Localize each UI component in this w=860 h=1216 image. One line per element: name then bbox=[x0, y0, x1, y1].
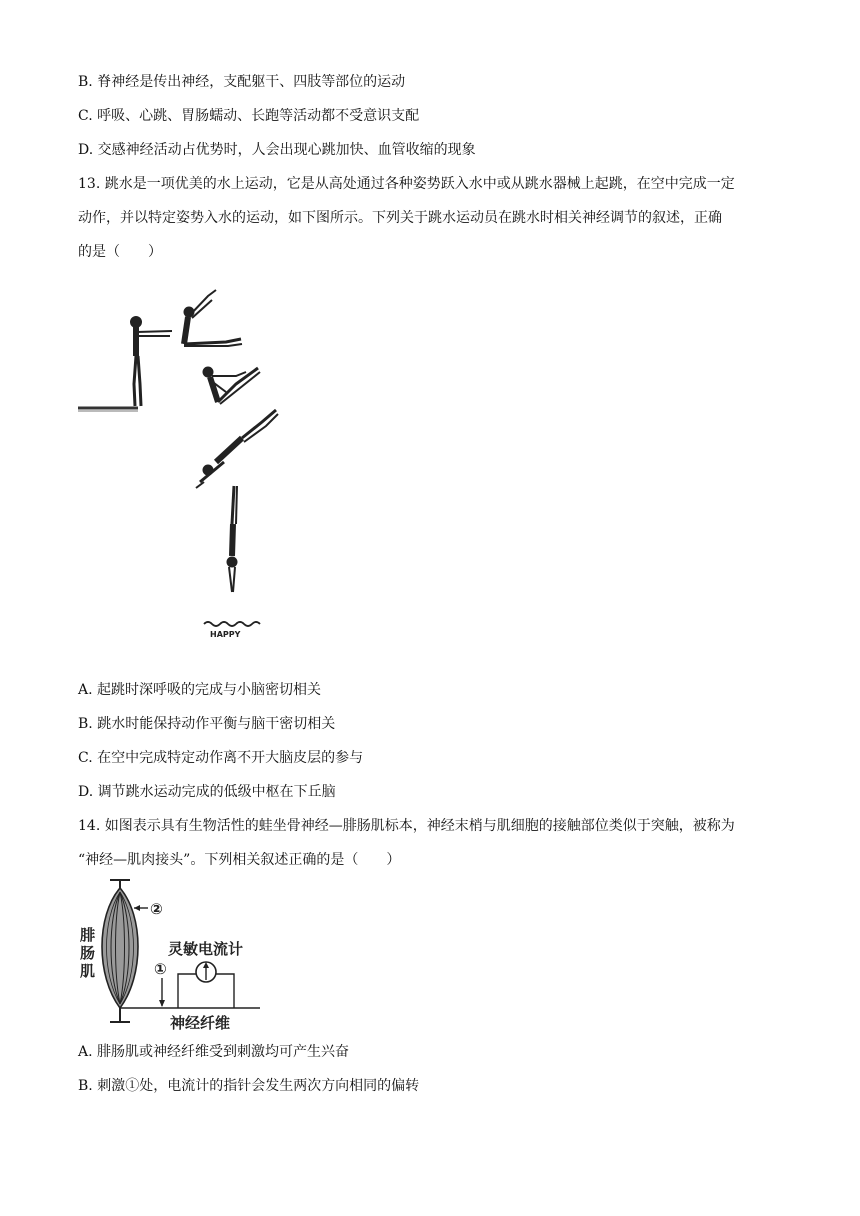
diver-pike-2 bbox=[203, 367, 260, 404]
water-surface bbox=[204, 622, 260, 639]
q14-option-a: A. 腓肠肌或神经纤维受到刺激均可产生兴奋 bbox=[78, 1044, 350, 1060]
diving-platform bbox=[78, 408, 138, 411]
q14-stem-line-2: “神经—肌肉接头”。下列相关叙述正确的是（ ） bbox=[78, 852, 401, 868]
q12-option-c: C. 呼吸、心跳、胃肠蠕动、长跑等活动都不受意识支配 bbox=[78, 108, 420, 124]
galvanometer bbox=[178, 962, 234, 1008]
diver-entry bbox=[227, 486, 237, 592]
muscle-label-2: 肠 bbox=[80, 944, 96, 962]
q13-option-d: D. 调节跳水运动完成的低级中枢在下丘脑 bbox=[78, 784, 336, 800]
marker-2: ② bbox=[150, 900, 163, 918]
q13-option-c: C. 在空中完成特定动作离不开大脑皮层的参与 bbox=[78, 750, 364, 766]
q13-stem-line-2: 动作，并以特定姿势入水的运动，如下图所示。下列关于跳水运动员在跳水时相关神经调节的叙述，正确 bbox=[78, 210, 722, 226]
q12-option-b: B. 脊神经是传出神经，支配躯干、四肢等部位的运动 bbox=[78, 74, 406, 90]
diver-extended bbox=[196, 410, 278, 488]
water-text: HAPPY bbox=[210, 630, 241, 639]
diver-pike-1 bbox=[184, 290, 242, 346]
nerve-muscle-figure bbox=[76, 876, 266, 1032]
marker-1: ① bbox=[154, 960, 167, 978]
diving-figure bbox=[76, 284, 296, 646]
gastrocnemius-muscle bbox=[102, 888, 138, 1008]
q13-stem-line-3: 的是（ ） bbox=[78, 244, 162, 260]
muscle-label-3: 肌 bbox=[80, 962, 96, 980]
q13-stem-line-1: 13. 跳水是一项优美的水上运动，它是从高处通过各种姿势跃入水中或从跳水器械上起跳，在空中完成一定 bbox=[78, 176, 735, 192]
q13-option-b: B. 跳水时能保持动作平衡与脑干密切相关 bbox=[78, 716, 336, 732]
muscle-label-1: 腓 bbox=[80, 926, 96, 944]
q13-option-a: A. 起跳时深呼吸的完成与小脑密切相关 bbox=[78, 682, 322, 698]
galvanometer-label: 灵敏电流计 bbox=[168, 940, 244, 958]
nerve-fiber-label: 神经纤维 bbox=[170, 1014, 231, 1032]
diver-standing bbox=[131, 317, 172, 406]
q12-option-d: D. 交感神经活动占优势时，人会出现心跳加快、血管收缩的现象 bbox=[78, 142, 476, 158]
q14-stem-line-1: 14. 如图表示具有生物活性的蛙坐骨神经—腓肠肌标本，神经末梢与肌细胞的接触部位类似于突触，被称为 bbox=[78, 818, 735, 834]
q14-option-b: B. 刺激①处，电流计的指针会发生两次方向相同的偏转 bbox=[78, 1078, 420, 1094]
